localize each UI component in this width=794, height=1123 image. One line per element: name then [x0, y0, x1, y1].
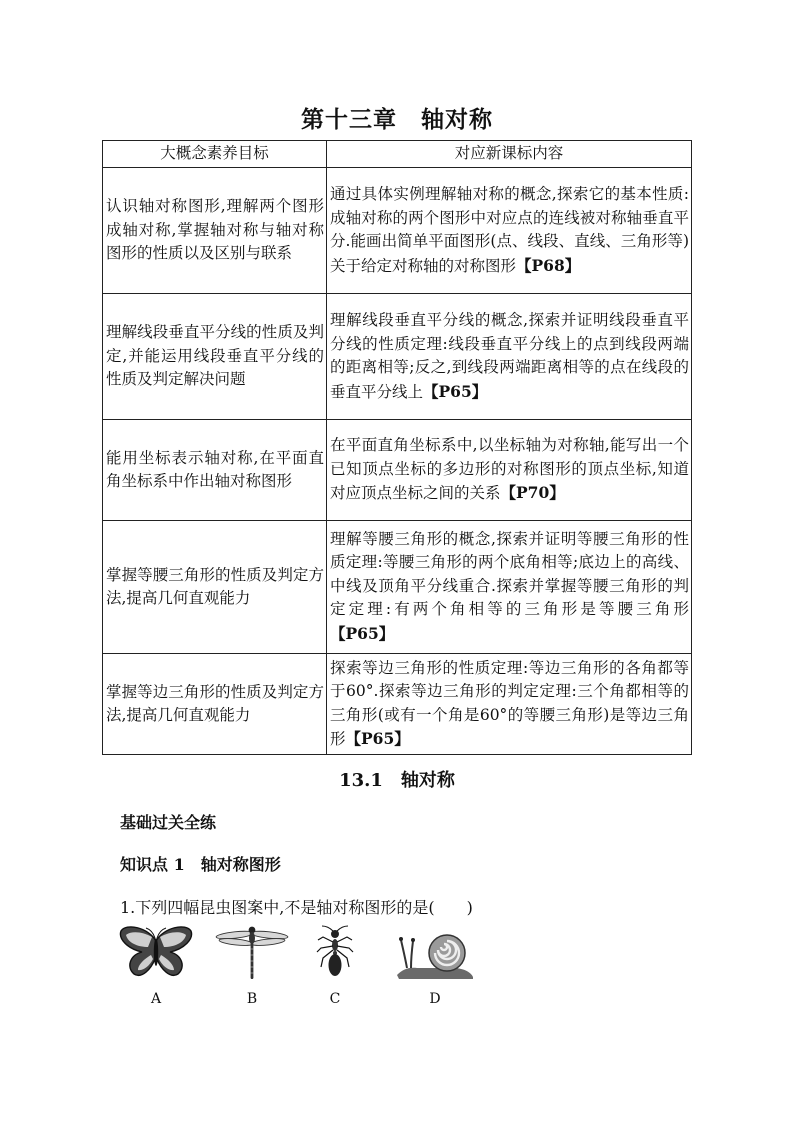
curriculum-table: [102, 140, 692, 755]
goal-cell: 掌握等腰三角形的性质及判定方法,提高几何直观能力: [103, 521, 327, 654]
column-header-goal: 大概念素养目标: [103, 141, 327, 168]
page-reference: 【P65】: [423, 381, 488, 401]
content-text: 在平面直角坐标系中,以坐标轴为对称轴,能写出一个已知顶点坐标的多边形的对称图形的顶点坐标,知道对应顶点坐标之间的关系: [330, 436, 689, 503]
table-row: [103, 294, 692, 420]
option-a[interactable]: [116, 925, 196, 1007]
content-text: 探索等边三角形的性质定理:等边三角形的各角都等于60°.探索等边三角形的判定定理:三个角都相等的三角形(或有一个角是60°的等腰三角形)是等边三角形: [330, 658, 689, 748]
option-label: A: [150, 991, 162, 1007]
exercise-heading: 基础过关全练: [120, 813, 217, 832]
goal-cell: 认识轴对称图形,理解两个图形成轴对称,掌握轴对称与轴对称图形的性质以及区别与联系: [103, 168, 327, 294]
table-row: [103, 521, 692, 654]
content-cell: [327, 294, 692, 420]
page-reference: 【P70】: [500, 483, 565, 503]
table-row: [103, 654, 692, 755]
page-reference: 【P65】: [330, 623, 395, 643]
option-label: D: [429, 991, 441, 1007]
dragonfly-icon: [214, 925, 290, 981]
page-reference: 【P65】: [345, 729, 410, 748]
snail-icon: [395, 925, 475, 981]
page-title: 第十三章 轴对称: [301, 106, 493, 133]
content-cell: [327, 654, 692, 755]
content-cell: [327, 420, 692, 521]
table-row: [103, 168, 692, 294]
option-b[interactable]: [212, 925, 292, 1007]
knowledge-point-heading: 知识点 1 轴对称图形: [120, 855, 281, 874]
content-cell: [327, 521, 692, 654]
table-header-row: [103, 141, 692, 168]
content-cell: [327, 168, 692, 294]
ant-icon: [315, 925, 355, 981]
goal-cell: 理解线段垂直平分线的性质及判定,并能运用线段垂直平分线的性质及判定解决问题: [103, 294, 327, 420]
section-title: 13.1 轴对称: [339, 770, 455, 791]
page-reference: 【P68】: [516, 255, 581, 275]
option-label: B: [246, 991, 258, 1007]
option-d[interactable]: [392, 925, 478, 1007]
content-text: 理解等腰三角形的概念,探索并证明等腰三角形的性质定理:等腰三角形的两个底角相等;底边上的高线、中线及顶角平分线重合.探索并掌握等腰三角形的判定定理:有两个角相等的三角形是等腰三角形: [330, 529, 689, 619]
goal-cell: 能用坐标表示轴对称,在平面直角坐标系中作出轴对称图形: [103, 420, 327, 521]
column-header-content: 对应新课标内容: [327, 141, 692, 168]
option-c[interactable]: [305, 925, 365, 1007]
goal-cell: 掌握等边三角形的性质及判定方法,提高几何直观能力: [103, 654, 327, 755]
content-text: 理解线段垂直平分线的概念,探索并证明线段垂直平分线的性质定理:线段垂直平分线上的点到线段两端的距离相等;反之,到线段两端距离相等的点在线段的垂直平分线上: [330, 311, 689, 401]
butterfly-icon: [118, 925, 194, 981]
question-text: 1.下列四幅昆虫图案中,不是轴对称图形的是( ): [120, 898, 473, 917]
content-text: 通过具体实例理解轴对称的概念,探索它的基本性质:成轴对称的两个图形中对应点的连线被对称轴垂直平分.能画出简单平面图形(点、线段、直线、三角形等)关于给定对称轴的对称图形: [330, 185, 689, 275]
option-label: C: [329, 991, 341, 1007]
table-row: [103, 420, 692, 521]
